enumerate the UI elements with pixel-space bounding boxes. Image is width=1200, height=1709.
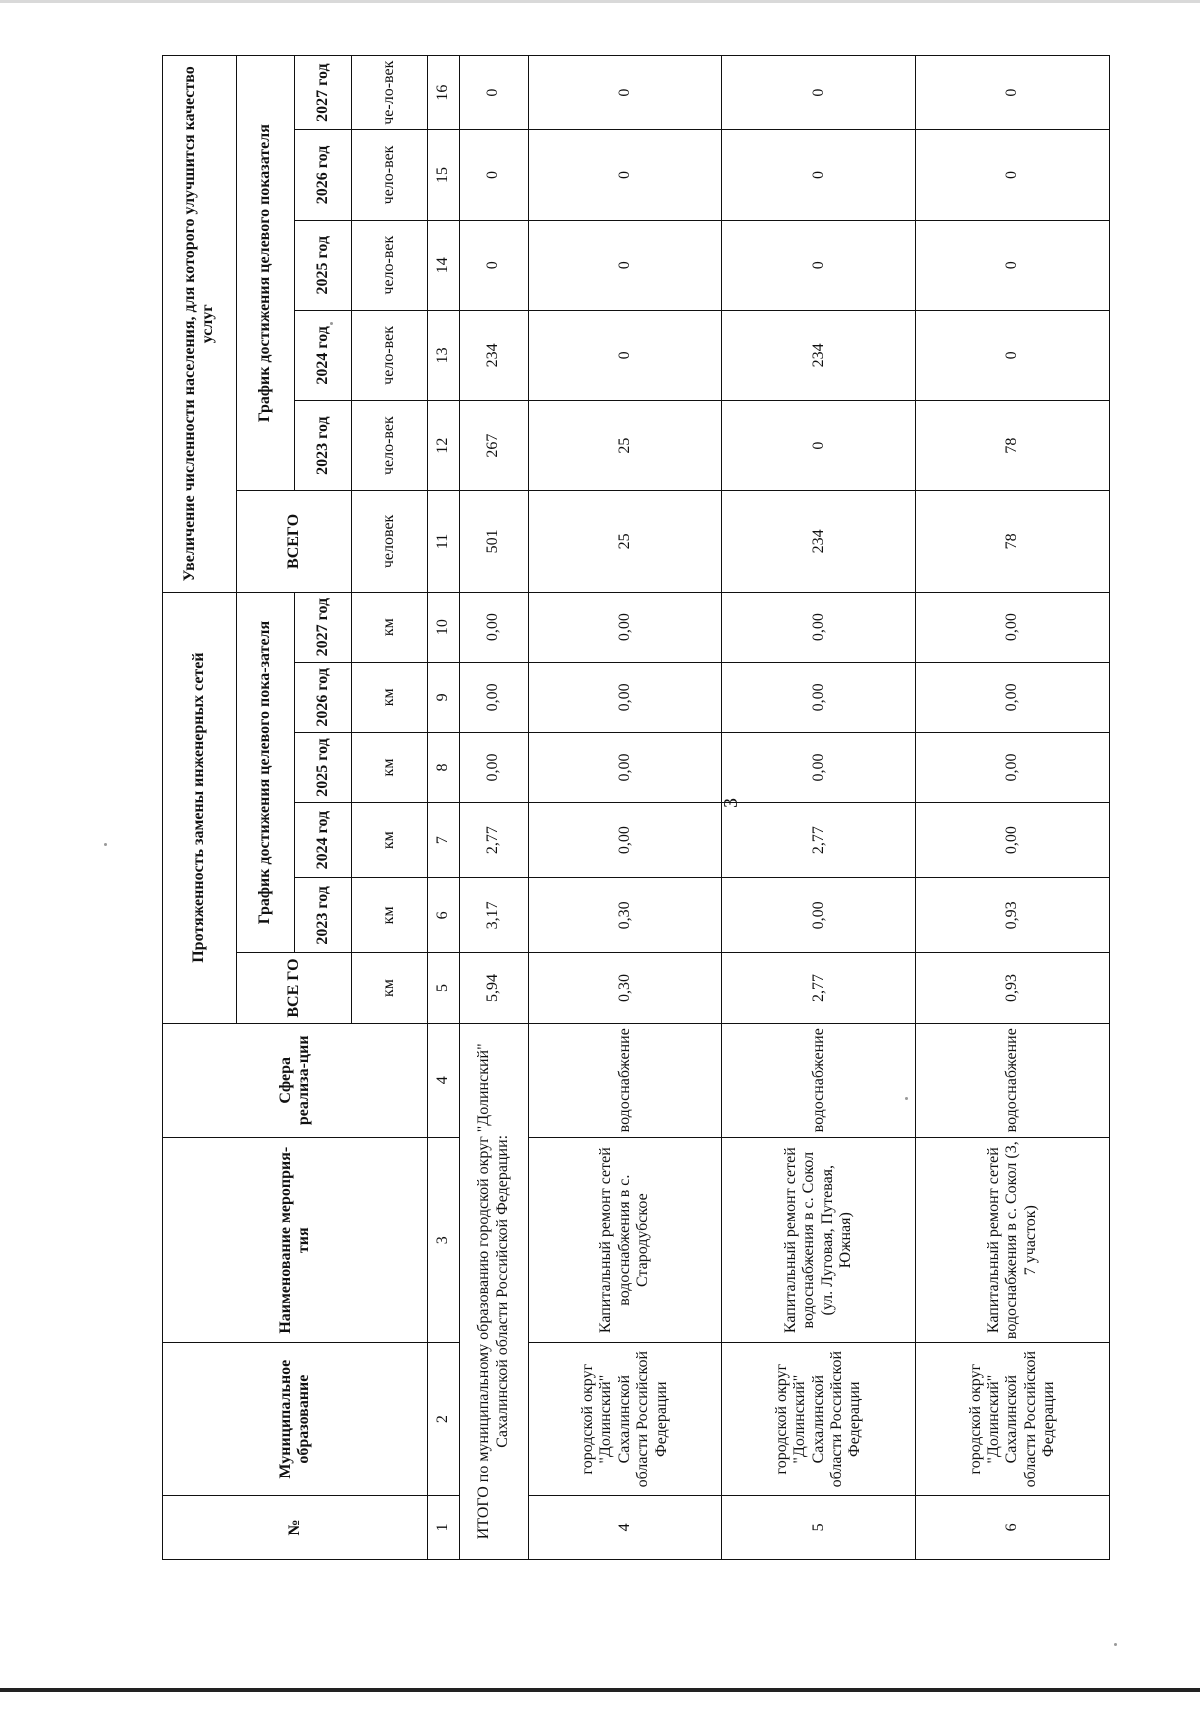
column-number: 2 [427,1343,459,1495]
total-row-label: ИТОГО по муниципальному образованию городской округ "Долинский" Сахалинской области Российской Федерации: [459,1023,528,1559]
unit-cell: чело-век [351,220,427,310]
row-pop-year: 78 [916,401,1110,491]
row-pop-year: 0 [528,220,722,310]
row-event: Капитальный ремонт сетей водоснабжения в с. Сокол (3, 7 участок) [916,1137,1110,1343]
row-municipality: городской округ "Долинский" Сахалинской области Российской Федерации [916,1343,1110,1495]
row-net-year: 0,00 [916,803,1110,878]
header-year: 2027 год [295,592,351,662]
header-row-1 [163,56,237,1560]
row-pop-year: 0 [916,220,1110,310]
header-num: № [163,1495,428,1559]
column-number: 10 [427,592,459,662]
header-year: 2025 год [295,732,351,802]
row-pop-year: 0 [722,56,916,130]
unit-cell: км [351,662,427,732]
scan-speck [1114,1643,1117,1646]
column-number: 12 [427,401,459,491]
row-net-year: 0,00 [916,732,1110,802]
row-net-year: 0,00 [722,592,916,662]
total-net-year: 0,00 [459,732,528,802]
column-number: 14 [427,220,459,310]
row-pop-year: 0 [916,130,1110,220]
header-total-pop: ВСЕГО [236,491,351,592]
total-net-year: 3,17 [459,878,528,953]
row-net-year: 0,00 [528,662,722,732]
unit-cell: че-ло-век [351,56,427,130]
unit-cell: км [351,732,427,802]
data-table [162,55,1110,1560]
column-number: 9 [427,662,459,732]
row-number: 6 [916,1495,1110,1559]
row-sphere: водоснабжение [528,1023,722,1137]
unit-cell: км [351,878,427,953]
column-number: 1 [427,1495,459,1559]
header-sphere: Сфера реализа-ции [163,1023,428,1137]
row-net-total: 0,30 [528,953,722,1023]
unit-cell: км [351,953,427,1023]
row-net-year: 0,00 [528,803,722,878]
header-year: 2025 год [295,220,351,310]
unit-cell: человек [351,491,427,592]
header-event-name: Наименование мероприя-тия [163,1137,428,1343]
column-number: 6 [427,878,459,953]
column-number: 13 [427,310,459,400]
column-number: 3 [427,1137,459,1343]
column-number: 11 [427,491,459,592]
row-sphere: водоснабжение [916,1023,1110,1137]
column-number: 16 [427,56,459,130]
total-net-year: 0,00 [459,662,528,732]
header-network-length: Протяженность замены инженерных сетей [163,592,237,1023]
row-event: Капитальный ремонт сетей водоснабжения в с. Стародубское [528,1137,722,1343]
row-net-total: 2,77 [722,953,916,1023]
column-number-row [427,56,459,1560]
total-pop: 501 [459,491,528,592]
total-row [459,56,528,1560]
rotated-table-container [162,55,1110,1560]
header-total-net: ВСЕ ГО [236,953,351,1023]
header-municipality: Муниципальное образование [163,1343,428,1495]
row-pop-year: 0 [528,310,722,400]
page-number: 3 [720,798,742,808]
total-pop-year: 0 [459,130,528,220]
total-net-year: 2,77 [459,803,528,878]
table-row [528,56,722,1560]
row-net-year: 0,93 [916,878,1110,953]
row-pop-year: 0 [722,220,916,310]
row-net-year: 0,00 [528,732,722,802]
column-number: 4 [427,1023,459,1137]
row-net-year: 0,00 [722,878,916,953]
header-year: 2023 год [295,878,351,953]
row-pop-year: 0 [722,130,916,220]
row-pop-year: 0 [916,56,1110,130]
header-schedule-pop: График достижения целевого показателя [236,56,295,491]
row-pop-year: 0 [722,401,916,491]
row-net-total: 0,93 [916,953,1110,1023]
total-net: 5,94 [459,953,528,1023]
header-year: 2023 год [295,401,351,491]
row-municipality: городской округ "Долинский" Сахалинской области Российской Федерации [722,1343,916,1495]
row-net-year: 2,77 [722,803,916,878]
header-year: 2026 год [295,662,351,732]
row-net-year: 0,00 [722,662,916,732]
header-population-increase: Увеличение численности населения, для которого улучшится качество услуг [163,56,237,593]
unit-cell: чело-век [351,401,427,491]
row-pop-total: 78 [916,491,1110,592]
header-year: 2024 год [295,803,351,878]
row-net-year: 0,00 [916,592,1110,662]
total-net-year: 0,00 [459,592,528,662]
row-net-year: 0,00 [722,732,916,802]
row-event: Капитальный ремонт сетей водоснабжения в с. Сокол (ул. Луговая, Путевая, Южная) [722,1137,916,1343]
total-pop-year: 267 [459,401,528,491]
total-pop-year: 0 [459,220,528,310]
row-pop-total: 234 [722,491,916,592]
row-pop-total: 25 [528,491,722,592]
row-municipality: городской округ "Долинский" Сахалинской области Российской Федерации [528,1343,722,1495]
unit-cell: км [351,592,427,662]
total-pop-year: 0 [459,56,528,130]
table-row [722,56,916,1560]
header-year: 2024 год [295,310,351,400]
row-net-year: 0,00 [916,662,1110,732]
scan-speck [104,843,107,846]
unit-cell: км [351,803,427,878]
row-net-year: 0,00 [528,592,722,662]
column-number: 8 [427,732,459,802]
row-pop-year: 0 [528,56,722,130]
unit-cell: чело-век [351,130,427,220]
column-number: 15 [427,130,459,220]
header-year: 2027 год [295,56,351,130]
header-schedule-net: График достижения целевого пока-зателя [236,592,295,953]
unit-cell: чело-век [351,310,427,400]
header-year: 2026 год [295,130,351,220]
row-pop-year: 0 [916,310,1110,400]
scan-bottom-edge [0,1688,1200,1692]
total-pop-year: 234 [459,310,528,400]
row-net-year: 0,30 [528,878,722,953]
table-row [916,56,1110,1560]
row-pop-year: 25 [528,401,722,491]
column-number: 7 [427,803,459,878]
row-pop-year: 234 [722,310,916,400]
row-number: 5 [722,1495,916,1559]
row-sphere: водоснабжение [722,1023,916,1137]
row-number: 4 [528,1495,722,1559]
row-pop-year: 0 [528,130,722,220]
column-number: 5 [427,953,459,1023]
scan-top-edge [0,0,1200,3]
